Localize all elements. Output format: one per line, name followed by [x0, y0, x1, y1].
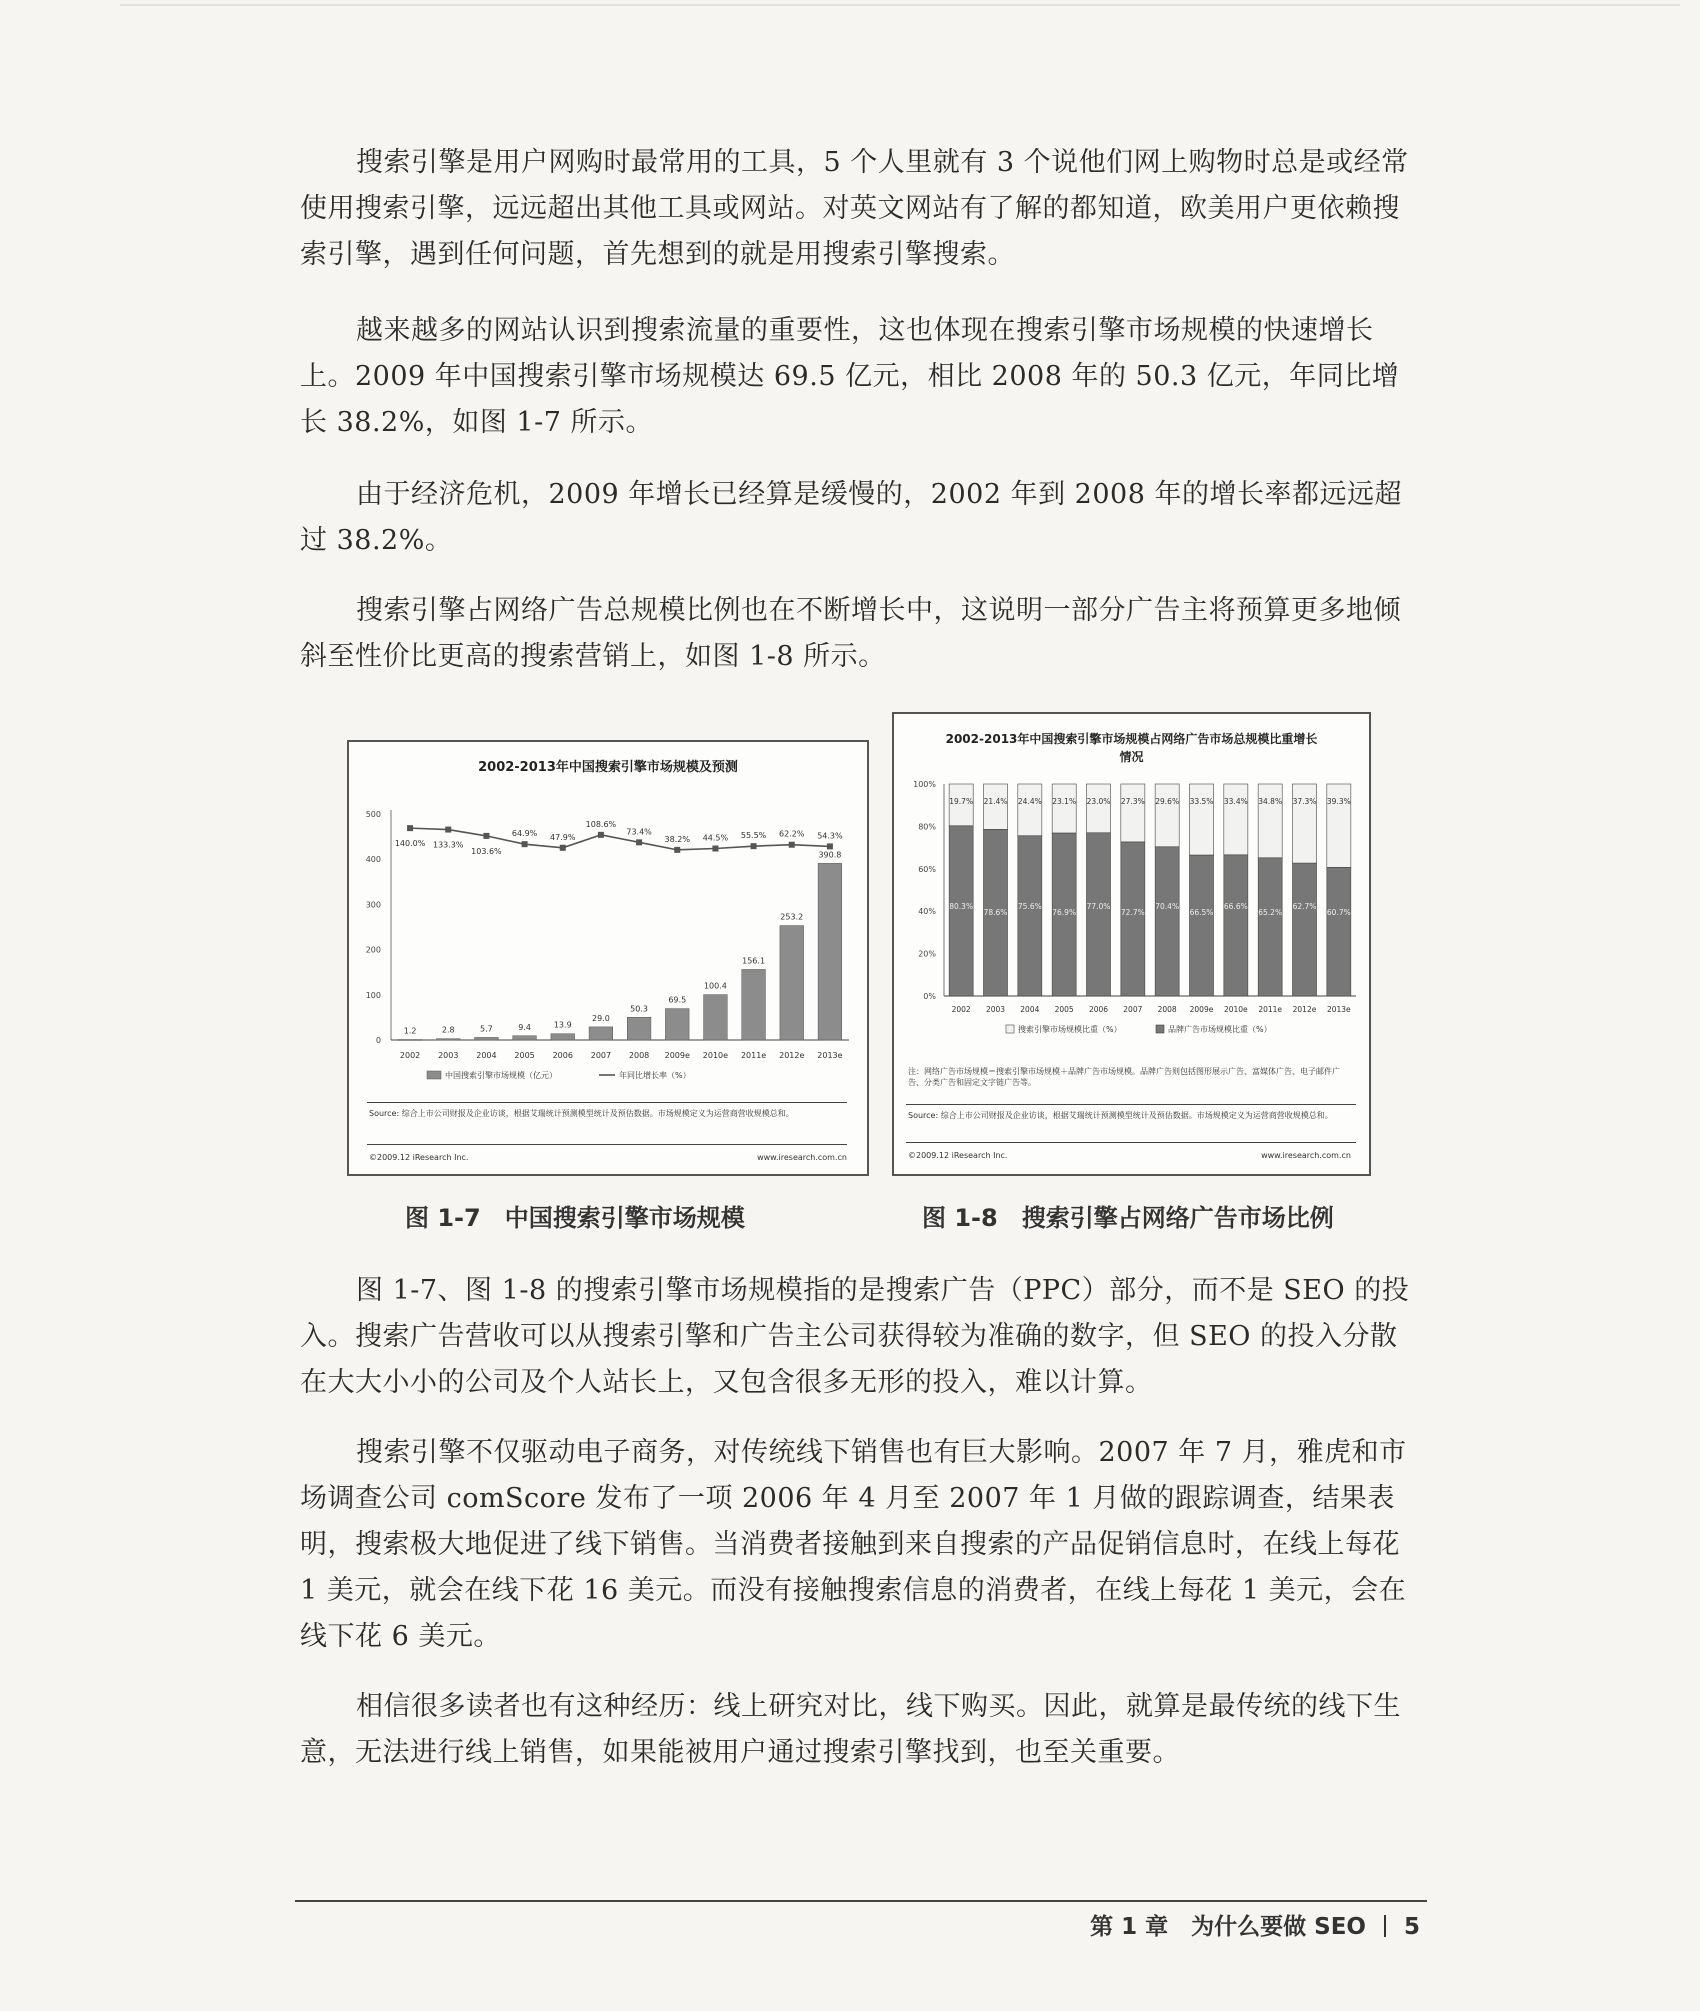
- fig2-y-tick-label: 20%: [918, 949, 936, 959]
- fig1-growth-label: 62.2%: [779, 829, 805, 839]
- fig1-growth-point: [636, 839, 642, 845]
- fig2-search-label: 27.3%: [1120, 797, 1145, 806]
- fig2-bar-search: [1052, 784, 1076, 833]
- fig2-x-tick-label: 2009e: [1189, 1005, 1214, 1014]
- fig2-website: www.iresearch.com.cn: [1261, 1151, 1351, 1160]
- fig1-growth-label: 38.2%: [664, 834, 690, 844]
- fig1-bar: [704, 995, 728, 1040]
- fig1-bar: [475, 1037, 499, 1040]
- fig2-bar-brand: [1327, 867, 1351, 996]
- fig2-y-tick-label: 80%: [918, 822, 936, 832]
- fig2-x-tick-label: 2004: [1020, 1005, 1040, 1014]
- fig2-search-label: 21.4%: [983, 797, 1008, 806]
- figure-1-7-caption: 图 1-7 中国搜索引擎市场规模: [405, 1204, 745, 1232]
- paragraph-7: 相信很多读者也有这种经历：线上研究对比，线下购买。因此，就算是最传统的线下生意，无法进行线上销售，如果能被用户通过搜索引擎找到，也至关重要。: [300, 1691, 1401, 1768]
- fig1-growth-point: [789, 842, 795, 848]
- fig1-bar-value-label: 156.1: [742, 956, 766, 966]
- fig1-growth-label: 103.6%: [471, 846, 502, 856]
- fig2-y-tick-label: 60%: [918, 864, 936, 874]
- fig1-bar: [436, 1039, 460, 1040]
- fig2-source: Source: 综合上市公司财报及企业访谈，根据艾瑞统计预测模型统计及预估数据。市场规模定义为运营商营收规模总和。: [908, 1111, 1333, 1120]
- footer-rule: [295, 1900, 1427, 1902]
- paragraph-4: 搜索引擎占网络广告总规模比例也在不断增长中，这说明一部分广告主将预算更多地倾斜至性价比更高的搜索营销上，如图 1-8 所示。: [300, 595, 1401, 672]
- fig1-x-tick-label: 2007: [590, 1051, 612, 1060]
- fig1-bar: [551, 1034, 575, 1040]
- fig2-brand-label: 62.7%: [1292, 902, 1317, 912]
- page-number: 5: [1403, 1914, 1420, 1940]
- fig2-brand-label: 76.9%: [1052, 908, 1077, 918]
- fig2-brand-label: 75.6%: [1017, 902, 1042, 912]
- fig2-brand-label: 70.4%: [1155, 902, 1180, 912]
- footer-chapter: 第 1 章 为什么要做 SEO: [1090, 1914, 1366, 1940]
- fig1-x-tick-label: 2006: [552, 1051, 573, 1060]
- fig2-search-label: 23.0%: [1086, 797, 1111, 806]
- fig2-bar-brand: [1086, 833, 1110, 996]
- fig2-x-tick-label: 2002: [951, 1005, 971, 1014]
- fig1-growth-point: [712, 846, 718, 852]
- fig1-x-tick-label: 2010e: [702, 1051, 729, 1060]
- fig2-bar-search: [1189, 784, 1213, 855]
- fig2-brand-label: 66.6%: [1223, 902, 1248, 912]
- fig1-growth-label: 73.4%: [626, 827, 652, 837]
- fig1-bar-value-label: 1.2: [403, 1026, 417, 1036]
- fig1-growth-label: 47.9%: [550, 832, 576, 842]
- figure-1-7: [347, 740, 869, 1176]
- fig1-growth-point: [445, 827, 451, 833]
- fig2-x-tick-label: 2012e: [1292, 1005, 1317, 1014]
- fig1-growth-label: 44.5%: [702, 833, 729, 843]
- fig2-x-tick-label: 2013e: [1326, 1005, 1351, 1014]
- fig2-rule: [906, 1104, 1356, 1105]
- fig2-brand-label: 60.7%: [1326, 908, 1351, 918]
- fig2-y-tick-label: 100%: [913, 780, 936, 789]
- fig1-bar: [513, 1036, 537, 1040]
- fig2-x-tick-label: 2008: [1157, 1005, 1177, 1014]
- fig2-search-label: 19.7%: [949, 797, 974, 806]
- fig2-note: 注：网络广告市场规模＝搜索引擎市场规模＋品牌广告市场规模。品牌广告则包括图形展示广告、富媒体广告、电子邮件广告、分类广告和固定文字链广告等。: [908, 1067, 1340, 1087]
- fig1-y-tick-label: 100: [365, 990, 381, 1000]
- fig2-legend-search-swatch: [1006, 1025, 1014, 1033]
- page-footer: [1090, 1908, 1420, 1941]
- fig1-bar: [589, 1027, 613, 1040]
- fig1-bar-value-label: 29.0: [592, 1013, 610, 1023]
- fig1-x-tick-label: 2008: [628, 1051, 650, 1060]
- figure-1-8: [892, 712, 1371, 1176]
- fig1-growth-label: 54.3%: [817, 831, 843, 841]
- fig1-x-tick-label: 2012e: [779, 1051, 805, 1060]
- footer-separator: [1384, 1915, 1386, 1937]
- fig2-brand-label: 78.6%: [983, 908, 1008, 918]
- fig1-y-tick-label: 200: [365, 945, 381, 955]
- fig1-growth-point: [827, 843, 833, 849]
- fig1-x-tick-label: 2004: [476, 1051, 497, 1060]
- fig2-y-tick-label: 40%: [918, 907, 936, 917]
- fig1-growth-point: [598, 832, 604, 838]
- fig2-bar-search: [1086, 784, 1110, 833]
- fig1-x-tick-label: 2011e: [740, 1051, 767, 1060]
- fig1-bar-value-label: 9.4: [518, 1022, 531, 1032]
- fig2-title: 2002-2013年中国搜索引擎市场规模占网络广告市场总规模比重增长情况: [945, 732, 1318, 764]
- fig1-bar-value-label: 13.9: [553, 1020, 572, 1030]
- fig1-title: 2002-2013年中国搜索引擎市场规模及预测: [478, 760, 738, 775]
- fig2-bar-brand: [1155, 847, 1179, 996]
- fig1-x-tick-label: 2009e: [664, 1051, 690, 1060]
- fig2-search-label: 29.6%: [1155, 797, 1180, 806]
- fig1-growth-label: 55.5%: [740, 831, 767, 841]
- fig2-search-label: 34.8%: [1258, 797, 1283, 806]
- fig2-bar-brand: [1189, 855, 1213, 996]
- paragraph-5: 图 1-7、图 1-8 的搜索引擎市场规模指的是搜索广告（PPC）部分，而不是 SEO 的投入。搜索广告营收可以从搜索引擎和广告主公司获得较为准确的数字，但 SEO 的投入分散在大大小小的公司及个人站长上，又包含很多无形的投入，难以计算。: [300, 1275, 1410, 1398]
- fig1-x-tick-label: 2005: [514, 1051, 535, 1060]
- fig2-bar-search: [1292, 784, 1316, 863]
- fig1-source: Source: 综合上市公司财报及企业访谈，根据艾瑞统计预测模型统计及预估数据。市场规模定义为运营商营收规模总和。: [369, 1109, 794, 1118]
- fig2-x-tick-label: 2006: [1088, 1005, 1109, 1014]
- fig1-bar: [665, 1009, 689, 1040]
- fig1-growth-point: [751, 843, 757, 849]
- fig1-bar-value-label: 390.8: [818, 850, 842, 860]
- fig2-bar-search: [1258, 784, 1282, 858]
- fig2-rule-2: [906, 1142, 1356, 1143]
- fig1-bar-value-label: 50.3: [630, 1004, 648, 1014]
- fig1-bar: [627, 1017, 651, 1040]
- fig2-brand-label: 66.5%: [1189, 908, 1214, 918]
- fig2-x-tick-label: 2007: [1123, 1005, 1143, 1014]
- fig1-legend-line-label: 年同比增长率（%）: [619, 1071, 691, 1080]
- fig1-y-tick-label: 0: [375, 1036, 381, 1045]
- fig2-brand-label: 65.2%: [1258, 908, 1283, 918]
- fig1-rule-2: [367, 1144, 847, 1145]
- fig2-brand-label: 77.0%: [1086, 902, 1111, 912]
- fig1-bar: [818, 863, 842, 1040]
- fig2-copyright: ©2009.12 iResearch Inc.: [908, 1151, 1008, 1160]
- fig1-bar: [780, 926, 804, 1040]
- fig1-growth-point: [560, 845, 566, 851]
- fig1-bar-value-label: 100.4: [703, 981, 727, 991]
- fig1-growth-point: [522, 841, 528, 847]
- fig1-bar: [742, 969, 766, 1040]
- fig1-y-tick-label: 500: [365, 810, 381, 819]
- fig2-bar-search: [1018, 784, 1042, 836]
- fig1-rule: [367, 1102, 847, 1103]
- fig2-bar-brand: [1121, 842, 1145, 996]
- figure-1-8-caption: 图 1-8 搜索引擎占网络广告市场比例: [922, 1204, 1334, 1232]
- fig2-x-tick-label: 2005: [1054, 1005, 1074, 1014]
- fig1-growth-point: [674, 847, 680, 853]
- fig1-x-tick-label: 2002: [399, 1051, 421, 1060]
- fig2-x-tick-label: 2003: [985, 1005, 1006, 1014]
- fig2-brand-label: 80.3%: [949, 902, 974, 912]
- fig1-growth-point: [407, 825, 413, 831]
- fig1-bar-value-label: 5.7: [480, 1024, 493, 1034]
- fig1-growth-label: 133.3%: [432, 840, 464, 850]
- fig2-x-tick-label: 2010e: [1223, 1005, 1248, 1014]
- fig1-y-tick-label: 300: [365, 900, 381, 910]
- fig2-search-label: 39.3%: [1326, 797, 1351, 806]
- paragraph-1: 搜索引擎是用户网购时最常用的工具，5 个人里就有 3 个说他们网上购物时总是或经常使用搜索引擎，远远超出其他工具或网站。对英文网站有了解的都知道，欧美用户更依赖搜索引擎，遇到任何问题，首先想到的就是用搜索引擎搜索。: [300, 147, 1409, 270]
- fig2-bar-brand: [1292, 863, 1316, 996]
- fig1-chart: [349, 774, 867, 1104]
- page-top-edge: [120, 4, 1680, 6]
- paragraph-3: 由于经济危机，2009 年增长已经算是缓慢的，2002 年到 2008 年的增长率都远远超过 38.2%。: [300, 479, 1402, 556]
- fig2-chart: [894, 770, 1369, 1060]
- fig2-search-label: 24.4%: [1017, 797, 1042, 806]
- fig2-legend-brand-label: 品牌广告市场规模比重（%）: [1168, 1025, 1272, 1034]
- fig2-bar-search: [983, 784, 1007, 829]
- fig1-copyright: ©2009.12 iResearch Inc.: [369, 1153, 469, 1162]
- fig1-legend-bar-label: 中国搜索引擎市场规模（亿元）: [445, 1071, 557, 1080]
- fig2-search-label: 33.4%: [1223, 797, 1248, 806]
- fig1-growth-label: 64.9%: [511, 829, 538, 839]
- fig1-growth-label: 140.0%: [394, 839, 426, 849]
- fig2-search-label: 33.5%: [1189, 797, 1214, 806]
- fig2-legend-brand-swatch: [1156, 1025, 1164, 1033]
- fig1-bar-value-label: 69.5: [668, 995, 687, 1005]
- fig2-search-label: 37.3%: [1292, 797, 1317, 806]
- fig2-bar-brand: [1258, 858, 1282, 996]
- fig2-bar-brand: [1018, 836, 1042, 996]
- fig1-legend-bar-swatch: [427, 1071, 441, 1079]
- fig1-x-tick-label: 2013e: [817, 1051, 843, 1060]
- paragraph-6: 搜索引擎不仅驱动电子商务，对传统线下销售也有巨大影响。2007 年 7 月，雅虎和市场调查公司 comScore 发布了一项 2006 年 4 月至 2007 年 1 月做的跟踪调查，结果表明，搜索极大地促进了线下销售。当消费者接触到来自搜索的产品促销信息时，在线上每花 1 美元，就会在线下花 16 美元。而没有接触搜索信息的消费者，在线上每花 1 美元，会在线下花 6 美元。: [300, 1437, 1407, 1652]
- fig2-x-tick-label: 2011e: [1258, 1005, 1283, 1014]
- fig2-y-tick-label: 0%: [923, 992, 936, 1001]
- paragraph-2: 越来越多的网站认识到搜索流量的重要性，这也体现在搜索引擎市场规模的快速增长上。2009 年中国搜索引擎市场规模达 69.5 亿元，相比 2008 年的 50.3 亿元，年同比增长 38.2%，如图 1-7 所示。: [300, 315, 1400, 438]
- fig2-legend-search-label: 搜索引擎市场规模比重（%）: [1018, 1025, 1122, 1034]
- fig1-bar-value-label: 253.2: [780, 912, 804, 922]
- fig1-y-tick-label: 400: [365, 855, 381, 865]
- fig1-bar-value-label: 2.8: [441, 1025, 455, 1035]
- fig2-bar-search: [1155, 784, 1179, 847]
- fig2-search-label: 23.1%: [1052, 797, 1077, 806]
- fig1-growth-point: [483, 833, 489, 839]
- fig1-x-tick-label: 2003: [438, 1051, 459, 1060]
- fig2-brand-label: 72.7%: [1120, 908, 1145, 918]
- fig1-bar: [398, 1039, 422, 1040]
- fig2-bar-search: [1121, 784, 1145, 842]
- fig2-bar-search: [1224, 784, 1248, 855]
- fig1-website: www.iresearch.com.cn: [757, 1153, 847, 1162]
- fig2-bar-brand: [1224, 855, 1248, 996]
- fig1-growth-label: 108.6%: [585, 819, 617, 829]
